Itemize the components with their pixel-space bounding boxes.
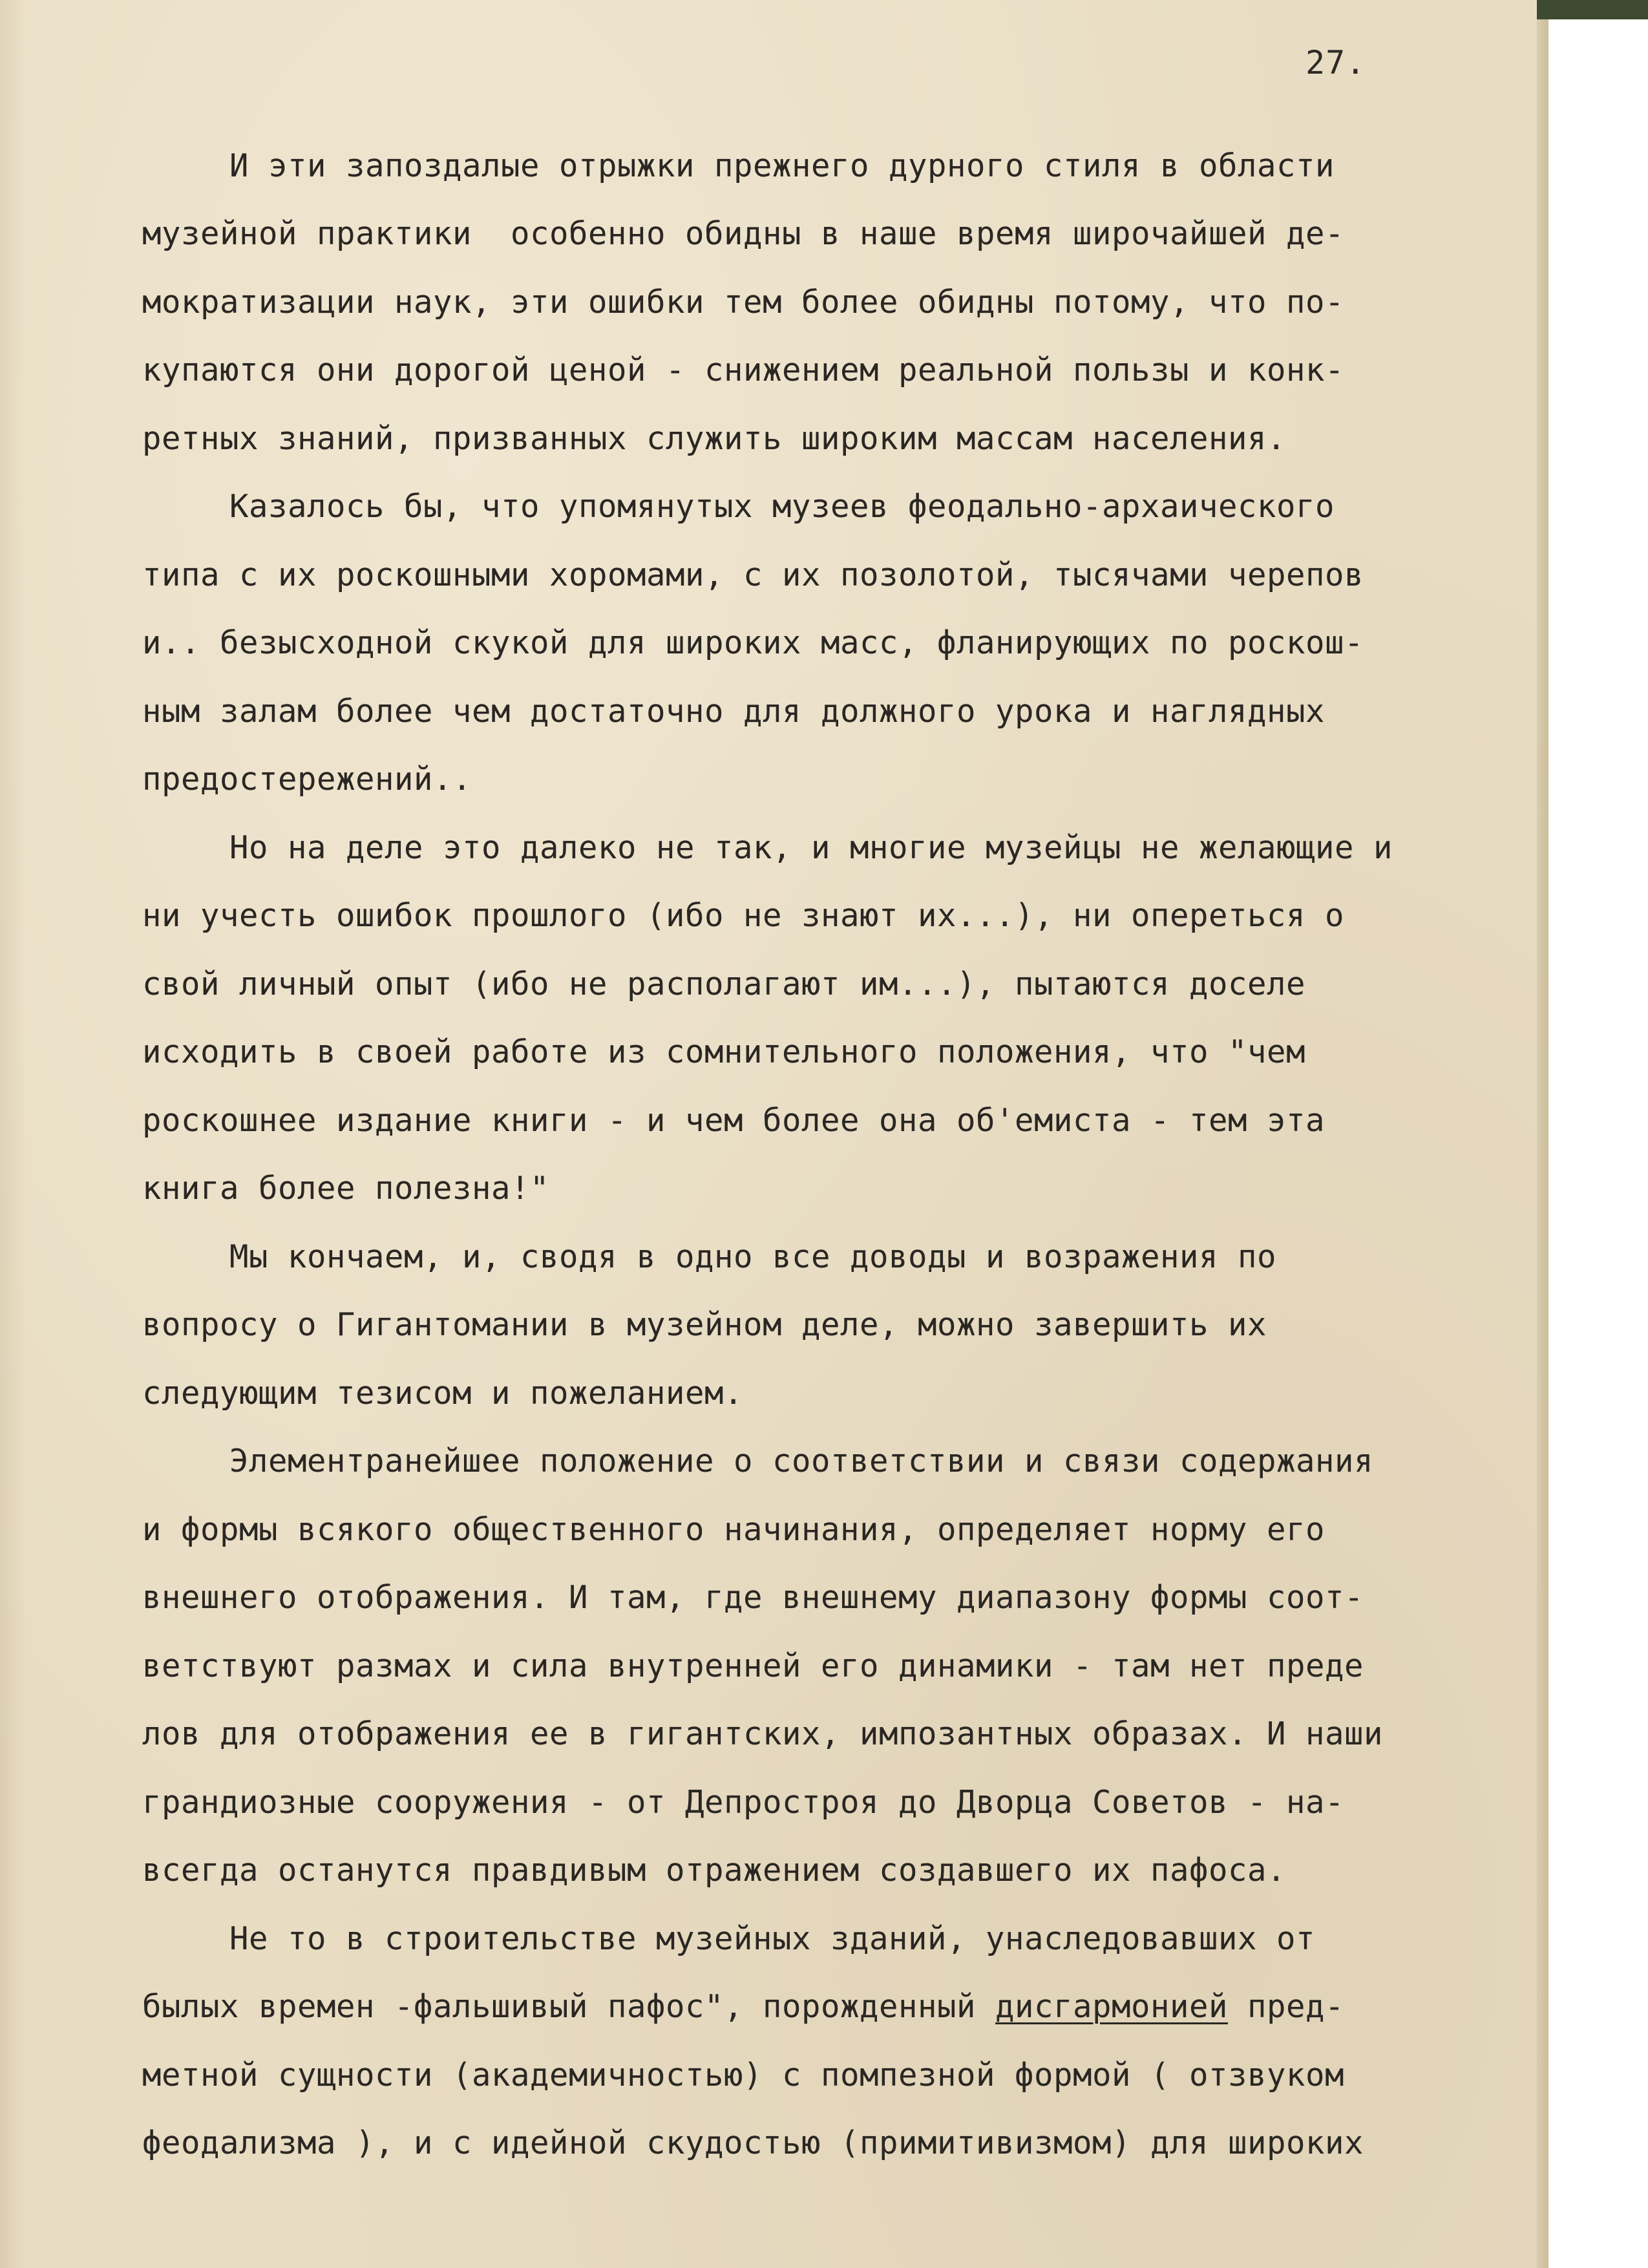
text-line: лов для отображения ее в гигантских, импозантных образах. И наши <box>142 1715 1384 1752</box>
text-line: Мы кончаем, и, сводя в одно все доводы и возражения по <box>229 1238 1277 1275</box>
text-line: ни учесть ошибок прошлого (ибо не знают их...), ни опереться о <box>142 897 1345 934</box>
text-line: грандиозные сооружения - от Депростроя до Дворца Советов - на- <box>142 1784 1345 1821</box>
text-line <box>142 1984 1344 2030</box>
text-line: и формы всякого общественного начинания, определяет норму его <box>142 1511 1326 1548</box>
text-line: метной сущности (академичностью) с помпезной формой ( отзвуком <box>142 2057 1345 2093</box>
text-segment: пред- <box>1228 1988 1345 2025</box>
text-line: всегда останутся правдивым отражением создавшего их пафоса. <box>142 1852 1287 1889</box>
underlined-word: дисгармонией <box>995 1988 1229 2025</box>
text-line: и.. безысходной скукой для широких масс, фланирующих по роскош- <box>142 624 1364 661</box>
text-line: музейной практики особенно обидны в наше время широчайшей де- <box>142 215 1345 252</box>
text-line: внешнего отображения. И там, где внешнему диапазону формы соот- <box>142 1579 1364 1616</box>
text-line: типа с их роскошными хоромами, с их позолотой, тысячами черепов <box>142 556 1364 593</box>
text-line: И эти запоздалые отрыжки прежнего дурного стиля в области <box>229 147 1335 184</box>
page-number: 27. <box>1305 44 1366 81</box>
text-line: предостережений.. <box>142 761 472 798</box>
paper-edge <box>1537 0 1548 2268</box>
text-line: феодализма ), и с идейной скудостью (примитивизмом) для широких <box>142 2125 1364 2161</box>
text-line: Не то в строительстве музейных зданий, унаследовавших от <box>229 1920 1316 1957</box>
text-line: книга более полезна!" <box>142 1170 550 1207</box>
text-line: Элементранейшее положение о соответствии и связи содержания <box>229 1443 1374 1479</box>
text-line: купаются они дорогой ценой - снижением реальной пользы и конк- <box>142 352 1345 388</box>
text-line: Но на деле это далеко не так, и многие музейцы не желающие и <box>229 829 1393 866</box>
text-segment: былых времен -фальшивый пафос", порожденный <box>142 1988 996 2025</box>
scanner-corner-mark <box>1537 0 1648 19</box>
text-line: вопросу о Гигантомании в музейном деле, можно завершить их <box>142 1306 1267 1343</box>
text-line: ветствуют размах и сила внутренней его динамики - там нет преде <box>142 1648 1364 1684</box>
text-line: роскошнее издание книги - и чем более она об'емиста - тем эта <box>142 1102 1326 1139</box>
text-line: исходить в своей работе из сомнительного положения, что "чем <box>142 1033 1306 1070</box>
text-line: Казалось бы, что упомянутых музеев феодально-архаического <box>229 488 1335 525</box>
text-line: мократизации наук, эти ошибки тем более обидны потому, что по- <box>142 284 1345 321</box>
text-line: свой личный опыт (ибо не располагают им...), пытаются доселе <box>142 966 1306 1002</box>
text-line: ным залам более чем достаточно для должного урока и наглядных <box>142 693 1326 730</box>
text-line: следующим тезисом и пожеланием. <box>142 1375 744 1412</box>
text-line: ретных знаний, призванных служить широким массам населения. <box>142 420 1287 457</box>
